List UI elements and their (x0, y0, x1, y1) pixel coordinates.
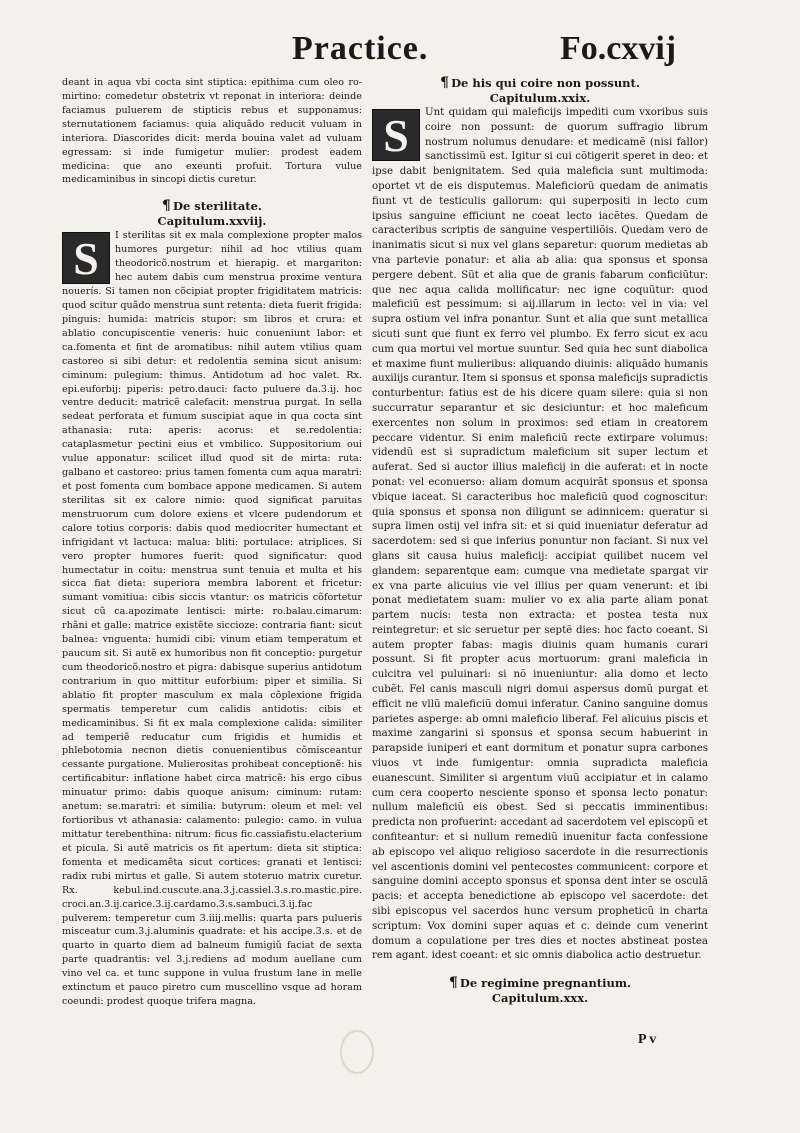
pilcrow-icon: ¶ (440, 75, 450, 91)
next-section-heading-text: De regimine pregnantium. (459, 976, 632, 991)
decorated-initial: S (62, 232, 110, 284)
next-section-heading (372, 976, 708, 991)
left-body-text: I sterilitas sit ex mala complexione propter malos humores purgetur: nihil ad hoc vtilius quam theodoricõ.nostrum et hierapig. et margariton: hec autem dabis cum menstrua proxime ventura nouerís. Si tamen non cõcipiat propter frigiditatem matricis: quod scitur quãdo menstrua sunt retenta: dieta fuerit frigida: pinguis: humida: matricis stupor: sm libros et crura: et ablatio concupiscentie veneris: huic conueniunt labor: et ca.fomenta et fint de aromatibus: nihil autem vtilius quam castoreo si sibi detur: et redolentia semina sicut anisum: ciminum: pulegium: thimus. Antidotum ad hoc valet. Rx. epi.euforbij: piperis: petro.dauci: facto puluere da.3.ij. hoc ventre deducit: matricẽ calefacit: menstrua purgat. In sella sedeat perforata et fumum suscipiat aque in qua cocta sint athanasia: ruta: aperis: acorus: et se.redolentia: cataplasmetur pectini eius et vmbilico. Suppositorium oui vulue apponatur: scilicet illud quod sit de mirta: ruta: galbano et castoreo: prius tamen fomenta cum aqua maratri: et post fomenta cum bombace appone medicamen. Si autem sterilitas sit ex calore nimio: quod significat paruitas menstruorum cum dolore exiens et vlcere pudendorum et calore totius corporis: dabis quod mediocriter humectant et infrigidant vt lactuca: malua: bliti: portulace: atriplices. Si vero propter humores fuerit: quod significatur: quod humectatur in coitu: menstrua sunt tenuia et multa et his sicca fiat dieta: superiora membra laborent et fricetur: sumant vomitiua: cibis siccis vtantur: os matricis cõfortetur sicut cũ ca.apozimate lentisci: mirte: ro.balau.cimarum: rhãni et galle: matrice existẽte siccioze: contraria fiant: sicut balnea: vnguenta: humidi cibi: vinum etiam temperatum et paucum sit. Si autẽ ex humoribus non fit conceptio: purgetur cum theodoricõ.nostro et pigra: dabisque superius antidotum contrarium in quo mittitur euforbium: piper et similia. Si ablatio fit propter masculum ex mala cõplexione frigida spermatis temperetur cum calidis antidotis: cibis et medicaminibus. Si fit ex mala complexione calida: similiter ad temperiẽ reducatur cum frigidis et humidis et phlebotomia necnon dietis conuenientibus cõmisceantur cessante purgatione. Mulierositas prohibeat conceptionẽ: his certificabitur: inflatione habet circa matricẽ: his ergo cibus minuatur primo: dabis quoque anisum: ciminum: rutam: anetum: se.maratri: et similia: butyrum: oleum et mel: vel fortioribus vt athanasia: calamento: pulegio: camo. in vulua mittatur terebenthina: nitrum: ficus fic.cassiafistu.elacterium et picula. Si autẽ matricis os fit apertum: dieta sit stiptica: fomenta et medicamẽta sicut cortices: granati et lentisci: radix rubi mirtus et galle. Si autem stoteruo matrix curetur. Rx. kebul.ind.cuscute.ana.3.j.cassiel.3.s.ro.mastic.pire. croci.an.3.ij.carice.3.ij.cardamo.3.s.sambuci.3.ij.fac pulverem: temperetur cum 3.iiij.mellis: quarta pars pulueris misceatur cum.3.j.aluminis quadrate: et his accipe.3.s. et de quarto in quarto diem ad balneum fumigiũ faciat de sexta parte quadrantis: vel 3.j.rediens ad modum auellane cum vino vel ca. et tunc suppone in vulua frustum lane in melle extinctum et pauco piretro cum muscellino vsque ad horam coeundi: prodest quoque trifera magna. (62, 230, 362, 1008)
running-head: Practice. (292, 30, 429, 67)
right-body-text: Unt quidam qui maleficijs impediti cum vxoribus suis coire non possunt: de quorum suffragio librum nostrum nolumus denudare: et medicamẽ (nisi fallor) sanctissimũ est. Igitur si cui cõtigerit speret in deo: et ipse dabit benignitatem. Sed quia maleficia sunt multimoda: oportet vt de eis disputemus. Maleficiorũ quedam de animatis fiunt vt de testiculis gallorum: qui superpositi in lecto cum ipsius sanguine efficiunt ne coeat lecto iacẽtes. Quedam de caracteribus scriptis de sanguine vespertiliõis. Quedam vero de inanimatis sicut si nux vel glans separetur: quorum medietas ab vna partevie ponatur: et alia ab alia: qua sponsus et sponsa pergere debent. Sũt et alia que de granis fabarum conficiũtur: que nec aqua calida mollificatur: nec igne coquũtur: quod maleficiũ est pessimum: si aij.illarum in lecto: vel in via: vel supra ostium vel infra ponantur. Sunt et alia que sunt metallica sicuti sunt que fiunt ex ferro vel plumbo. Ex ferro sicut ex acu cum qua mortui vel mortue suuntur. Sed quia hec sunt diabolica et maxime fiunt mulieribus: aliquando diuinis: aliquãdo humanis auxilijs curantur. Item si sponsus et sponsa maleficijs supradictis conturbentur: fatius est de his dicere quam silere: quia si non succurratur separantur et sic desiciuntur: et hoc maleficum exercentes non solum in proximos: sed etiam in creatorem peccare videntur. Si enim maleficiũ recte extirpare volumus: videndũ est si supradictum maleficium sit super lectum et auferat. Sed si auctor illius maleficij in die auferat: et in nocte ponat: vel econuerso: aliam domum acquirãt sponsus et sponsa vbique iaceat. Si caracteribus hoc maleficiũ quod cognoscitur: quia sponsus et sponsa non diligunt se adinnicem: queratur si supra limen ostij vel infra sit: et si quid inueniatur deferatur ad sacerdotem: sed si que inferius ponuntur non faciant. Si nux vel glans sit causa huius maleficij: accipiat quilibet nucem vel glandem: separentque eam: cumque vna medietate spargat vir ex vna parte alicuius vie vel illius per quam venerunt: et ibi ponat medietatem suam: mulier vo ex alia parte aliam ponat partem nucis: testa non extracta: et postea testa nux reintegretur: et sic seruetur per septẽ dies: hoc facto coeant. Si autem propter fabas: magis diuinis quam humanis curari possunt. Si fit propter acus mortuorum: grani maleficia in culcitra vel puluinari: si nõ inueniuntur: alia domo et lecto cubẽt. Fel canis masculi nigri domui aspersus domũ purgat et efficit ne vllũ maleficiũ domui inferatur. Canino sanguine domus parietes asperge: ab omni maleficio liberaf. Fel alicuius piscis et maxime zangarini si sponsus et sponsa secum habuerint in parapside iuniperi et eant dormitum et ponatur supra carbones viuos vt inde fumigentur: omnia supradicta maleficia euanescunt. Similiter si argentum viuũ accipiatur et in calamo cum cera cooperto nesciente sponso et sponsa lecto ponatur: nullum maleficiũ eis obest. Sed si peccatis imminentibus: predicta non profuerint: accedant ad sacerdotem vel episcopũ et confiteantur: et si nullum remediũ inuenitur facta confessione ab episcopo vel aliquo religioso sacerdote in die resurrectionis vel ascentionis domini vel pentecostes communicent: corpore et sanguine domini accepto sponsus et sponsa dent inter se osculã pacis: et accepta benedictione ab episcopo vel sacerdote: det sibi episcopus vel sacerdos hunc versum propheticũ in charta scriptum: Vox domini super aquas et c. deinde cum venerint domum a copulatione per tres dies et noctes abstineat postea rem agant. idest coeant: et sic omnis diabolica actio destruetur. (372, 107, 708, 962)
pilcrow-icon: ¶ (448, 975, 458, 992)
left-intro-text: deant in aqua vbi cocta sint stiptica: epithima cum oleo ro-mirtino: comedetur obstetrix vt reponat in interiora: deinde faciamus puluerem de stipticis rebus et supponamus: sternutationem faciamus: quia aliquãdo reducit vuluam in interiora. Diascorides dicit: merda bouina valet ad vuluam egressam: si inde fumigetur mulier: prodest eadem medicina: que ano exeunti profuit. Tortura vulue medicaminibus in sincopi dictis curetur. (62, 77, 362, 186)
left-column (62, 76, 362, 1009)
pilcrow-icon: ¶ (162, 198, 171, 215)
signature-mark: P v (638, 1032, 657, 1047)
left-chapter-number: Capitulum.xxviij. (157, 214, 267, 229)
next-chapter-number: Capitulum.xxx. (491, 991, 589, 1006)
folio-number: Fo.cxvij (560, 30, 677, 67)
right-chapter-number: Capitulum.xxix. (489, 91, 591, 105)
bleed-through-mark (340, 1030, 374, 1074)
decorated-initial: S (372, 109, 420, 161)
right-column (372, 76, 708, 1006)
right-section-heading (372, 76, 708, 91)
left-section-heading-text: De sterilitate. (172, 199, 262, 214)
left-section-heading (62, 199, 362, 214)
right-section-heading-text: De his qui coire non possunt. (451, 76, 640, 90)
